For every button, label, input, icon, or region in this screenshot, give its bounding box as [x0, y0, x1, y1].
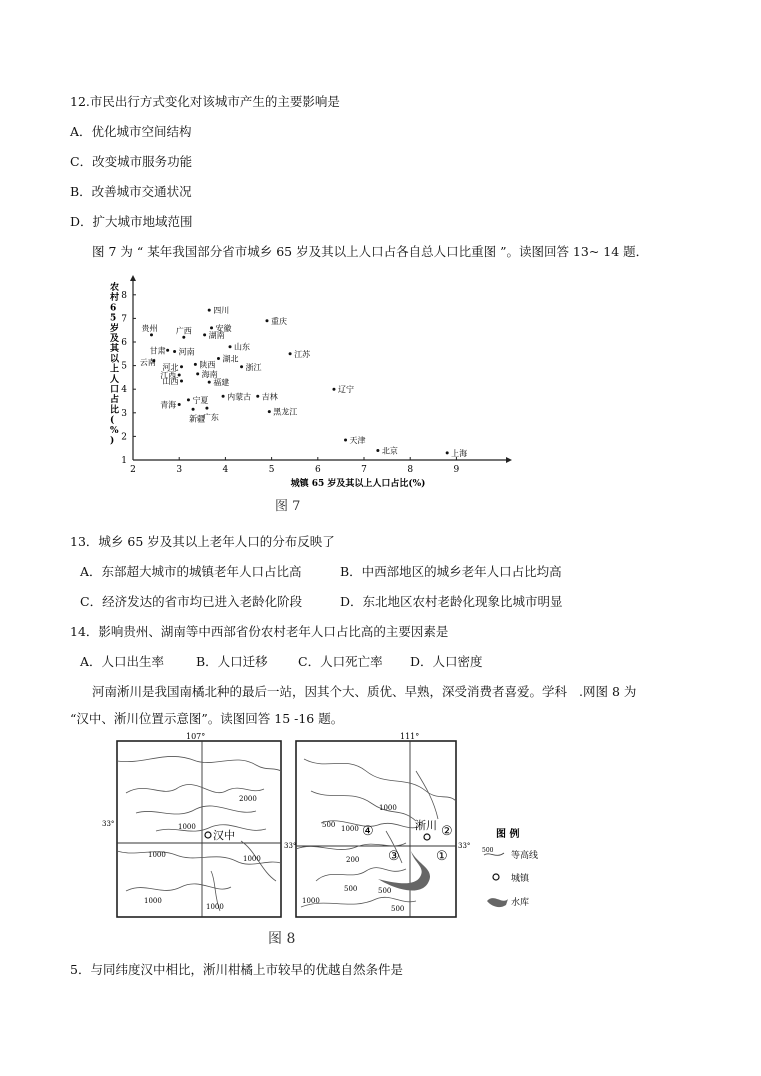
data-point-label: 陕西	[199, 360, 216, 370]
x-tick-label: 4	[222, 465, 229, 475]
contour-label: 1000	[341, 825, 359, 833]
data-point-label: 天津	[349, 435, 366, 445]
y-axis-arrow	[130, 275, 136, 281]
data-point	[196, 372, 199, 375]
data-point-label: 重庆	[270, 316, 287, 326]
data-point	[332, 388, 335, 391]
data-point-label: 江苏	[294, 349, 311, 359]
data-point-label: 吉林	[261, 392, 278, 402]
lat-label-left: 33°	[102, 820, 115, 828]
data-point	[210, 326, 213, 329]
data-point	[240, 365, 243, 368]
q13-option-c: C．经济发达的省市均已进入老龄化阶段	[80, 594, 303, 609]
contour-label: 1000	[379, 804, 397, 812]
city-label-hanzhong: 汉中	[213, 829, 235, 842]
q15-stem: 5．与同纬度汉中相比，淅川柑橘上市较早的优越自然条件是	[70, 962, 403, 977]
map-panel-xichuan	[296, 732, 456, 917]
town-marker-xichuan	[424, 834, 430, 840]
q14-stem: 14．影响贵州、湖南等中西部省份农村老年人口占比高的主要因素是	[70, 624, 449, 639]
figure-7-scatter-chart	[100, 278, 520, 518]
circled-number-2: ②	[441, 824, 453, 839]
q12-stem: 12.市民出行方式变化对该城市产生的主要影响是	[70, 94, 340, 109]
data-point-label: 湖北	[222, 354, 239, 364]
y-tick-label: 4	[121, 385, 127, 396]
contour-label: 1000	[178, 823, 196, 831]
fig8-intro-text: 河南淅川是我国南橘北种的最后一站，因其个大、质优、早熟，深受消费者喜爱。学科	[92, 684, 568, 699]
x-tick-label: 8	[407, 465, 414, 475]
legend-title: 图 例	[496, 829, 520, 840]
y-tick-label: 7	[121, 314, 127, 325]
lat-label-right: 33°	[458, 842, 471, 850]
x-tick-label: 9	[453, 465, 460, 475]
contour-label: 1000	[148, 851, 166, 859]
data-point	[187, 398, 190, 401]
q14-option-d: D．人口密度	[410, 654, 483, 669]
data-point-label: 上海	[451, 448, 468, 458]
data-point-label: 北京	[381, 446, 398, 456]
y-tick-label: 1	[121, 456, 127, 466]
circled-number-4: ④	[362, 824, 374, 839]
data-point	[208, 309, 211, 312]
q12-option-c: C．改变城市服务功能	[70, 154, 193, 169]
chart-axes	[130, 275, 512, 463]
y-tick-label: 8	[121, 290, 127, 301]
data-point	[180, 365, 183, 368]
data-point-label: 福建	[213, 378, 230, 388]
q14-option-c: C．人口死亡率	[298, 654, 383, 669]
data-point-label: 四川	[213, 306, 230, 316]
y-tick-label: 5	[121, 361, 127, 372]
lon-label-111: 111°	[400, 732, 420, 741]
data-point-label: 浙江	[245, 362, 262, 372]
x-tick-label: 2	[130, 465, 136, 475]
data-point	[222, 395, 225, 398]
x-tick-label: 5	[268, 465, 275, 475]
data-point-label: 甘肃	[149, 346, 166, 356]
contour-label: 500	[322, 821, 336, 829]
data-point-label: 广西	[175, 326, 192, 336]
data-point-label: 云南	[139, 357, 156, 367]
q14-option-b: B．人口迁移	[196, 654, 268, 669]
y-tick-label: 3	[121, 408, 127, 419]
data-point	[256, 395, 259, 398]
data-point	[166, 349, 169, 352]
contour-label: 1000	[243, 855, 261, 863]
figure-8-caption: 图 8	[268, 931, 296, 947]
x-axis-label: 城镇 65 岁及其以上人口占比(%)	[290, 479, 426, 489]
data-point	[192, 408, 195, 411]
data-point	[205, 407, 208, 410]
data-point	[217, 357, 220, 360]
contour-label: 500	[378, 887, 392, 895]
data-point	[180, 379, 183, 382]
fig8-intro-mark: .	[579, 684, 583, 699]
y-axis-label: 农村 6 5 岁及其以上人口占比( % )	[110, 283, 120, 446]
figure-8-map	[102, 731, 596, 949]
data-point-label: 辽宁	[337, 385, 354, 395]
data-point	[268, 410, 271, 413]
q13-stem: 13．城乡 65 岁及其以上老年人口的分布反映了	[70, 534, 335, 549]
contour-label: 500	[391, 905, 405, 913]
contour-label: 2000	[239, 795, 257, 803]
q12-option-a: A．优化城市空间结构	[70, 124, 192, 139]
data-point-label: 新疆	[189, 414, 206, 424]
circled-number-3: ③	[388, 849, 400, 864]
data-point-label: 山东	[234, 342, 251, 352]
q13-option-d: D．东北地区农村老龄化现象比城市明显	[340, 594, 563, 609]
x-tick-label: 6	[314, 465, 321, 475]
legend-contour-value: 500	[482, 847, 494, 854]
data-point	[265, 319, 268, 322]
data-point-label: 内蒙古	[227, 392, 252, 402]
data-point	[229, 345, 232, 348]
data-point-label: 海南	[201, 369, 218, 379]
legend-contour-label: 等高线	[511, 851, 539, 861]
data-point-label: 贵州	[141, 323, 158, 333]
y-tick-label: 6	[121, 338, 127, 348]
y-tick-label: 2	[121, 432, 127, 443]
x-tick-label: 3	[176, 465, 183, 475]
contour-label: 1000	[144, 897, 162, 905]
fig8-intro-line2: “汉中、淅川位置示意图”。读图回答 15 -16 题。	[70, 711, 344, 726]
legend-reservoir-label: 水库	[511, 898, 530, 908]
fig7-intro: 图 7 为 “ 某年我国部分省市城乡 65 岁及其以上人口占各自总人口比重图 ”。读图回答 13~ 14 题．	[92, 244, 649, 259]
q12-option-d: D．扩大城市地域范围	[70, 214, 193, 229]
data-point-label: 江西	[160, 371, 177, 381]
data-point	[344, 438, 347, 441]
data-point-label: 河南	[178, 347, 195, 357]
data-point	[203, 333, 206, 336]
data-point-label: 宁夏	[192, 395, 209, 405]
q14-option-a: A．人口出生率	[80, 654, 165, 669]
q13-option-a: A．东部超大城市的城镇老年人口占比高	[80, 564, 302, 579]
fig8-intro-text-b: 网图 8 为	[582, 684, 637, 699]
legend-town-label: 城镇	[511, 874, 530, 884]
data-point-label: 广东	[202, 413, 219, 423]
data-point	[208, 381, 211, 384]
data-point	[178, 403, 181, 406]
data-point	[194, 363, 197, 366]
city-label-xichuan: 淅川	[415, 819, 437, 832]
q12-option-b: B．改善城市交通状况	[70, 184, 192, 199]
data-point	[150, 333, 153, 336]
q13-option-b: B．中西部地区的城乡老年人口占比均高	[340, 564, 562, 579]
data-point-label: 青海	[160, 400, 177, 410]
lon-label-107: 107°	[186, 732, 206, 741]
fig8-intro-line1	[92, 682, 636, 700]
data-point	[182, 336, 185, 339]
map-legend	[482, 827, 538, 908]
town-marker-hanzhong	[205, 832, 211, 838]
data-point	[446, 451, 449, 454]
contour-label: 200	[346, 856, 360, 864]
data-point-label: 黑龙江	[273, 407, 298, 417]
data-point	[173, 350, 176, 353]
data-point-label: 湖南	[208, 330, 225, 340]
circled-number-1: ①	[436, 849, 448, 864]
data-point	[289, 352, 292, 355]
contour-label: 500	[344, 885, 358, 893]
lat-label-mid: 33°	[284, 842, 297, 850]
data-point-label: 安徽	[215, 323, 232, 333]
town-legend-icon	[493, 874, 499, 880]
map-panel-hanzhong	[117, 732, 281, 917]
reservoir-legend-icon	[487, 898, 508, 907]
contour-label: 1000	[206, 903, 224, 911]
x-tick-label: 7	[361, 465, 367, 475]
x-axis-arrow	[506, 457, 512, 463]
contour-label: 1000	[302, 897, 320, 905]
data-point	[376, 449, 379, 452]
data-point-label: 河北	[162, 362, 179, 372]
figure-7-caption: 图 7	[275, 499, 301, 514]
data-point-label: 山西	[162, 376, 179, 386]
